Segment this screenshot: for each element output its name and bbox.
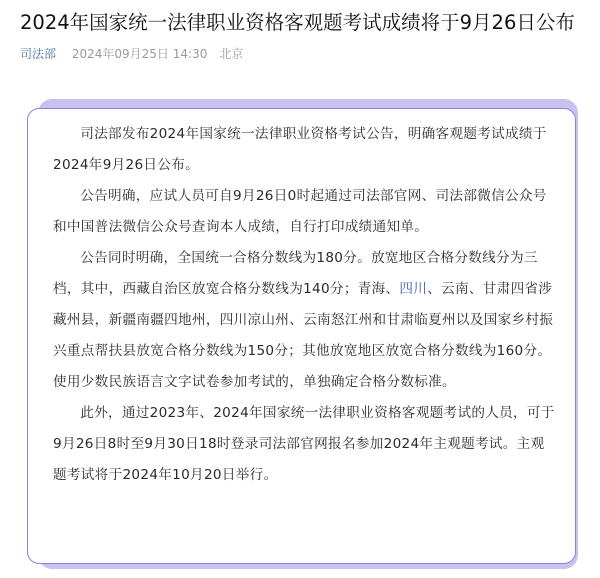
paragraph-3-part-a: 公告同时明确，全国统一合格分数线为180分。放宽地区合格分数线分为三档，其中，西藏自治区放宽合格分数线为140分；青海、 [53, 250, 538, 297]
article-date: 2024年09月25日 [71, 47, 169, 61]
paragraph-3-part-b: 、云南、甘肃四省涉藏州县，新疆南疆四地州，四川凉山州、云南怒江州和甘肃临夏州以及国家乡村振兴重点帮扶县放宽合格分数线为150分；其他放宽地区放宽合格分数线为160分。使用少数民族语言文字试卷参加考试的，单独确定合格分数标准。 [53, 281, 554, 390]
paragraph-4: 此外，通过2023年、2024年国家统一法律职业资格客观题考试的人员，可于9月26日8时至9月30日18时登录司法部官网报名参加2024年主观题考试。主观题考试将于2024年10月20日举行。 [53, 405, 555, 483]
paragraph-1: 司法部发布2024年国家统一法律职业资格考试公告，明确客观题考试成绩于2024年9月26日公布。 [53, 126, 547, 173]
article-time: 14:30 [172, 47, 208, 61]
article-source[interactable]: 司法部 [20, 47, 57, 61]
paragraph-2: 公告明确，应试人员可自9月26日0时起通过司法部官网、司法部微信公众号和中国普法微信公众号查询本人成绩，自行打印成绩通知单。 [53, 188, 547, 235]
sichuan-link[interactable]: 四川 [399, 281, 428, 297]
article-meta [20, 46, 243, 62]
article-location: 北京 [219, 47, 244, 61]
article-body-card [27, 108, 576, 564]
paragraph-3 [53, 243, 555, 398]
article-title: 2024年国家统一法律职业资格客观题考试成绩将于9月26日公布 [20, 11, 575, 34]
